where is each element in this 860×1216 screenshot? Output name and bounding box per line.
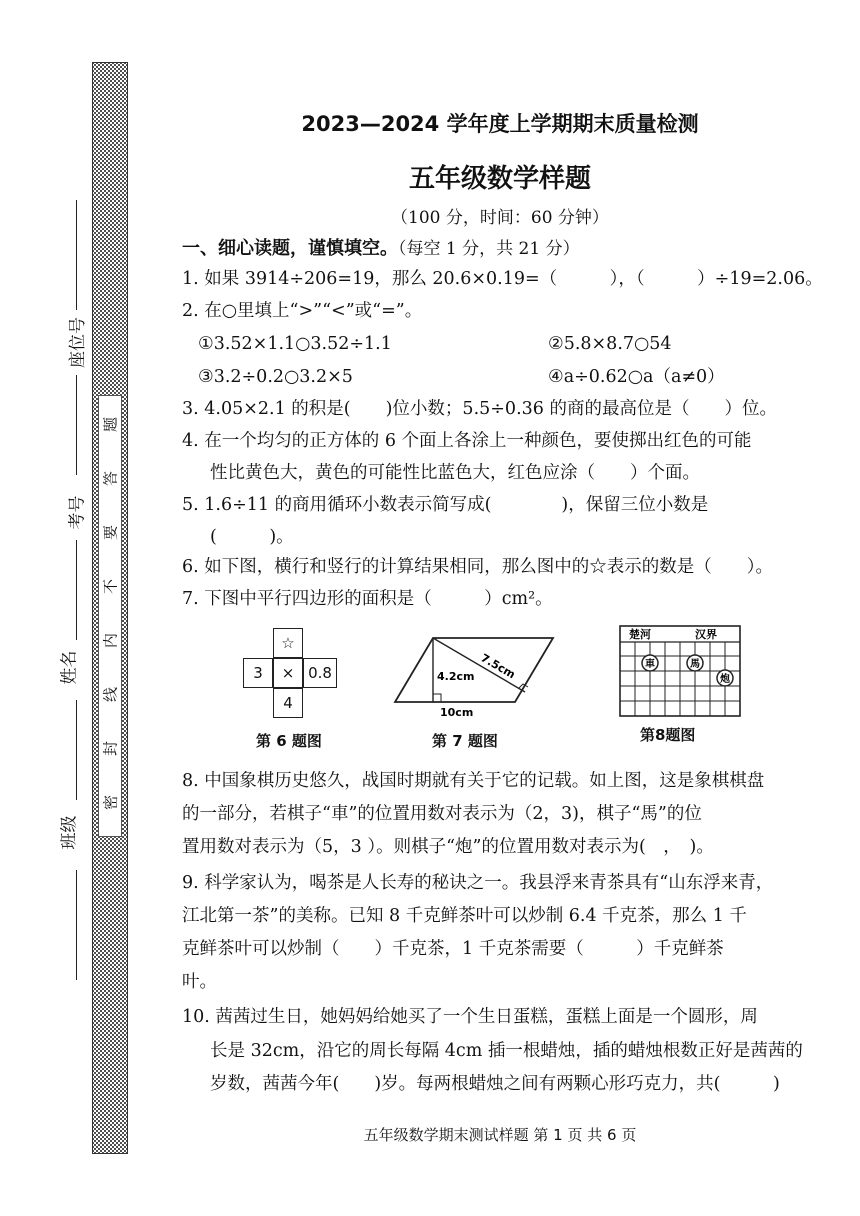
question-9-line-1: 9. 科学家认为，喝茶是人长寿的秘诀之一。我县浮来青茶具有“山东浮来青， [182, 873, 774, 893]
figure-8-caption: 第8题图 [640, 726, 696, 744]
fig6-cell-right: 0.8 [303, 658, 337, 688]
figure-6 [240, 628, 340, 724]
exam-title: 2023—2024 学年度上学期期末质量检测 [301, 112, 699, 136]
base-label: 10cm [440, 706, 474, 719]
piece-cannon: 炮 [720, 674, 730, 685]
figure-7-parallelogram [385, 630, 565, 720]
fig6-cell-center: × [273, 658, 303, 688]
question-7: 7. 下图中平行四边形的面积是（ ）cm²。 [182, 589, 553, 609]
piece-horse: 馬 [690, 659, 700, 670]
piece-chariot: 車 [645, 659, 655, 670]
figure-6-caption: 第 6 题图 [256, 732, 322, 750]
seal-text-window [98, 395, 122, 837]
diagonal-label: 7.5cm [478, 651, 518, 682]
perpendicular-line [433, 638, 525, 692]
seal-char: 要 [101, 525, 120, 541]
section-heading [182, 234, 580, 260]
figure-8-chessboard [615, 622, 745, 722]
seal-char: 线 [101, 687, 120, 703]
section-title: 一、细心读题，谨慎填空。 [182, 238, 398, 259]
question-1: 1. 如果 3914÷206=19，那么 20.6×0.19=（ ），（ ）÷19=2.06。 [182, 269, 823, 289]
question-2-c: ③3.2÷0.2○3.2×5 [198, 367, 353, 387]
question-10-line-3: 岁数，茜茜今年( )岁。每两根蜡烛之间有两颗心形巧克力，共( ) [210, 1074, 780, 1094]
right-angle-mark [433, 694, 441, 702]
question-8-line-1: 8. 中国象棋历史悠久，战国时期就有关于它的记载。如上图，这是象棋棋盘 [182, 771, 765, 791]
exam-info: （100 分，时间：60 分钟） [391, 208, 609, 228]
class-label: 班级 [59, 815, 80, 850]
question-4-line-2: 性比黄色大，黄色的可能性比蓝色大，红色应涂（ ）个面。 [210, 463, 700, 483]
student-name-line-lower [76, 700, 77, 800]
student-name-line [76, 540, 77, 640]
question-8-line-3: 置用数对表示为（5，3 ）。则棋子“炮”的位置用数对表示为( ， )。 [182, 837, 714, 857]
question-10-line-1: 10. 茜茜过生日，她妈妈给她买了一个生日蛋糕，蛋糕上面是一个圆形，周 [182, 1007, 758, 1027]
fig6-cell-left: 3 [243, 658, 273, 688]
height-label: 4.2cm [437, 670, 475, 683]
question-9-line-4: 叶。 [182, 972, 217, 992]
subject-title: 五年级数学样题 [408, 164, 591, 194]
question-2-b: ②5.8×8.7○54 [548, 334, 672, 354]
seat-number-label: 座位号 [68, 317, 88, 368]
seal-char: 不 [101, 579, 120, 595]
seal-char: 封 [101, 741, 120, 757]
seal-char: 答 [101, 471, 120, 487]
exam-number-line [76, 375, 77, 475]
question-10-line-2: 长是 32cm，沿它的周长每隔 4cm 插一根蜡烛，插的蜡烛根数正好是茜茜的 [210, 1041, 803, 1061]
question-2-d: ④a÷0.62○a（a≠0） [548, 367, 725, 387]
seal-char: 题 [101, 417, 120, 433]
river-right-label: 汉界 [695, 628, 717, 641]
fig6-cell-bottom: 4 [273, 688, 303, 718]
question-9-line-3: 克鲜茶叶可以炒制（ ）千克茶，1 千克茶需要（ ）千克鲜茶 [182, 939, 724, 959]
question-8-line-2: 的一部分，若棋子“車”的位置用数对表示为（2，3)，棋子“馬”的位 [182, 804, 702, 824]
figure-7-caption: 第 7 题图 [432, 732, 498, 750]
exam-number-label: 考号 [67, 495, 88, 530]
river-left-label: 楚河 [629, 628, 651, 641]
fig6-cell-top: ☆ [273, 628, 303, 658]
question-2: 2. 在○里填上“>”“<”或“=”。 [182, 301, 423, 321]
class-line [76, 870, 77, 980]
question-5-line-1: 5. 1.6÷11 的商用循环小数表示简写成( )，保留三位小数是 [182, 495, 709, 515]
student-name-label: 姓名 [59, 650, 80, 685]
question-2-a: ①3.52×1.1○3.52÷1.1 [198, 334, 392, 354]
seat-number-line [76, 200, 77, 310]
question-5-line-2: ( )。 [210, 527, 294, 547]
question-6: 6. 如下图，横行和竖行的计算结果相同，那么图中的☆表示的数是（ ）。 [182, 557, 774, 577]
seal-char: 内 [101, 633, 120, 649]
section-note: （每空 1 分，共 21 分） [398, 239, 580, 259]
question-3: 3. 4.05×2.1 的积是( )位小数；5.5÷0.36 的商的最高位是（ ）位。 [182, 399, 777, 419]
question-9-line-2: 江北第一茶”的美称。已知 8 千克鲜茶叶可以炒制 6.4 千克茶，那么 1 千 [182, 906, 747, 926]
page-footer: 五年级数学期末测试样题 第 1 页 共 6 页 [363, 1126, 637, 1144]
question-4-line-1: 4. 在一个均匀的正方体的 6 个面上各涂上一种颜色，要使掷出红色的可能 [182, 431, 752, 451]
seal-char: 密 [101, 795, 120, 811]
